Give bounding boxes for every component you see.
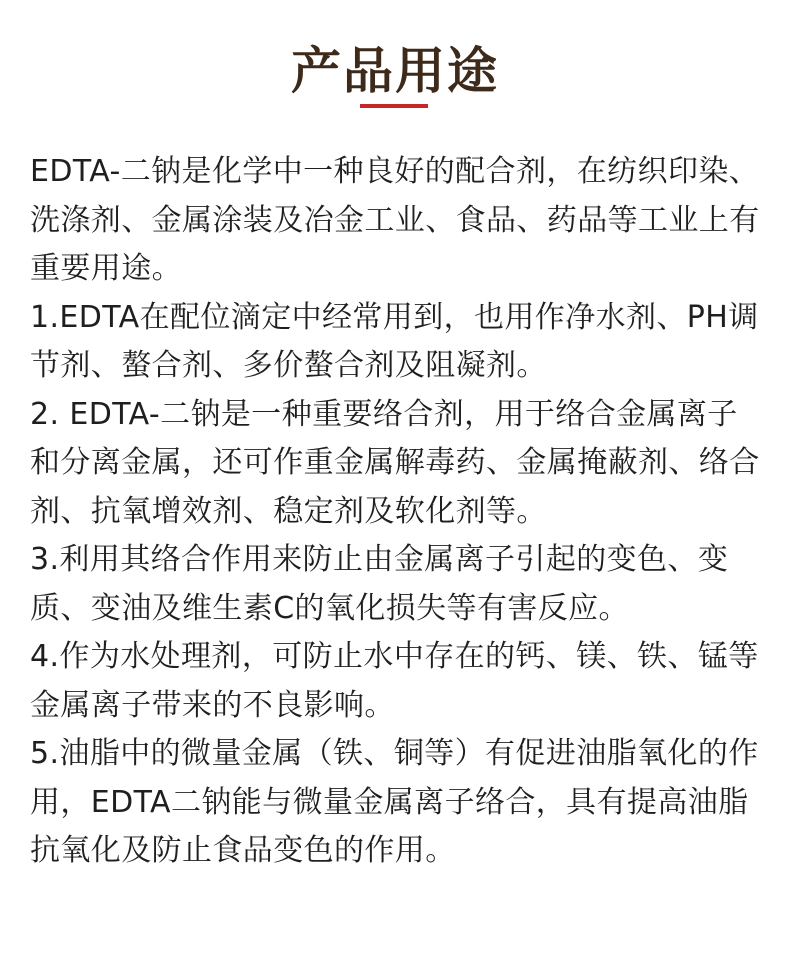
- usage-description: [30, 148, 760, 876]
- usage-item-4: 4.作为水处理剂，可防止水中存在的钙、镁、铁、锰等金属离子带来的不良影响。: [30, 639, 759, 723]
- usage-item-1: 1.EDTA在配位滴定中经常用到，也用作净水剂、PH调节剂、螯合剂、多价螯合剂及阻凝剂。: [30, 299, 759, 383]
- usage-item-5: 5.油脂中的微量金属（铁、铜等）有促进油脂氧化的作用，EDTA二钠能与微量金属离子络合，具有提高油脂抗氧化及防止食品变色的作用。: [30, 736, 759, 868]
- title-underline: [360, 104, 428, 108]
- intro-paragraph: EDTA-二钠是化学中一种良好的配合剂，在纺织印染、洗涤剂、金属涂装及冶金工业、食品、药品等工业上有重要用途。: [30, 154, 760, 286]
- usage-item-3: 3.利用其络合作用来防止由金属离子引起的变色、变质、变油及维生素C的氧化损失等有害反应。: [30, 542, 729, 626]
- page-title: 产品用途: [291, 42, 499, 100]
- usage-item-2: 2. EDTA-二钠是一种重要络合剂，用于络合金属离子和分离金属，还可作重金属解毒药、金属掩蔽剂、络合剂、抗氧增效剂、稳定剂及软化剂等。: [30, 396, 760, 529]
